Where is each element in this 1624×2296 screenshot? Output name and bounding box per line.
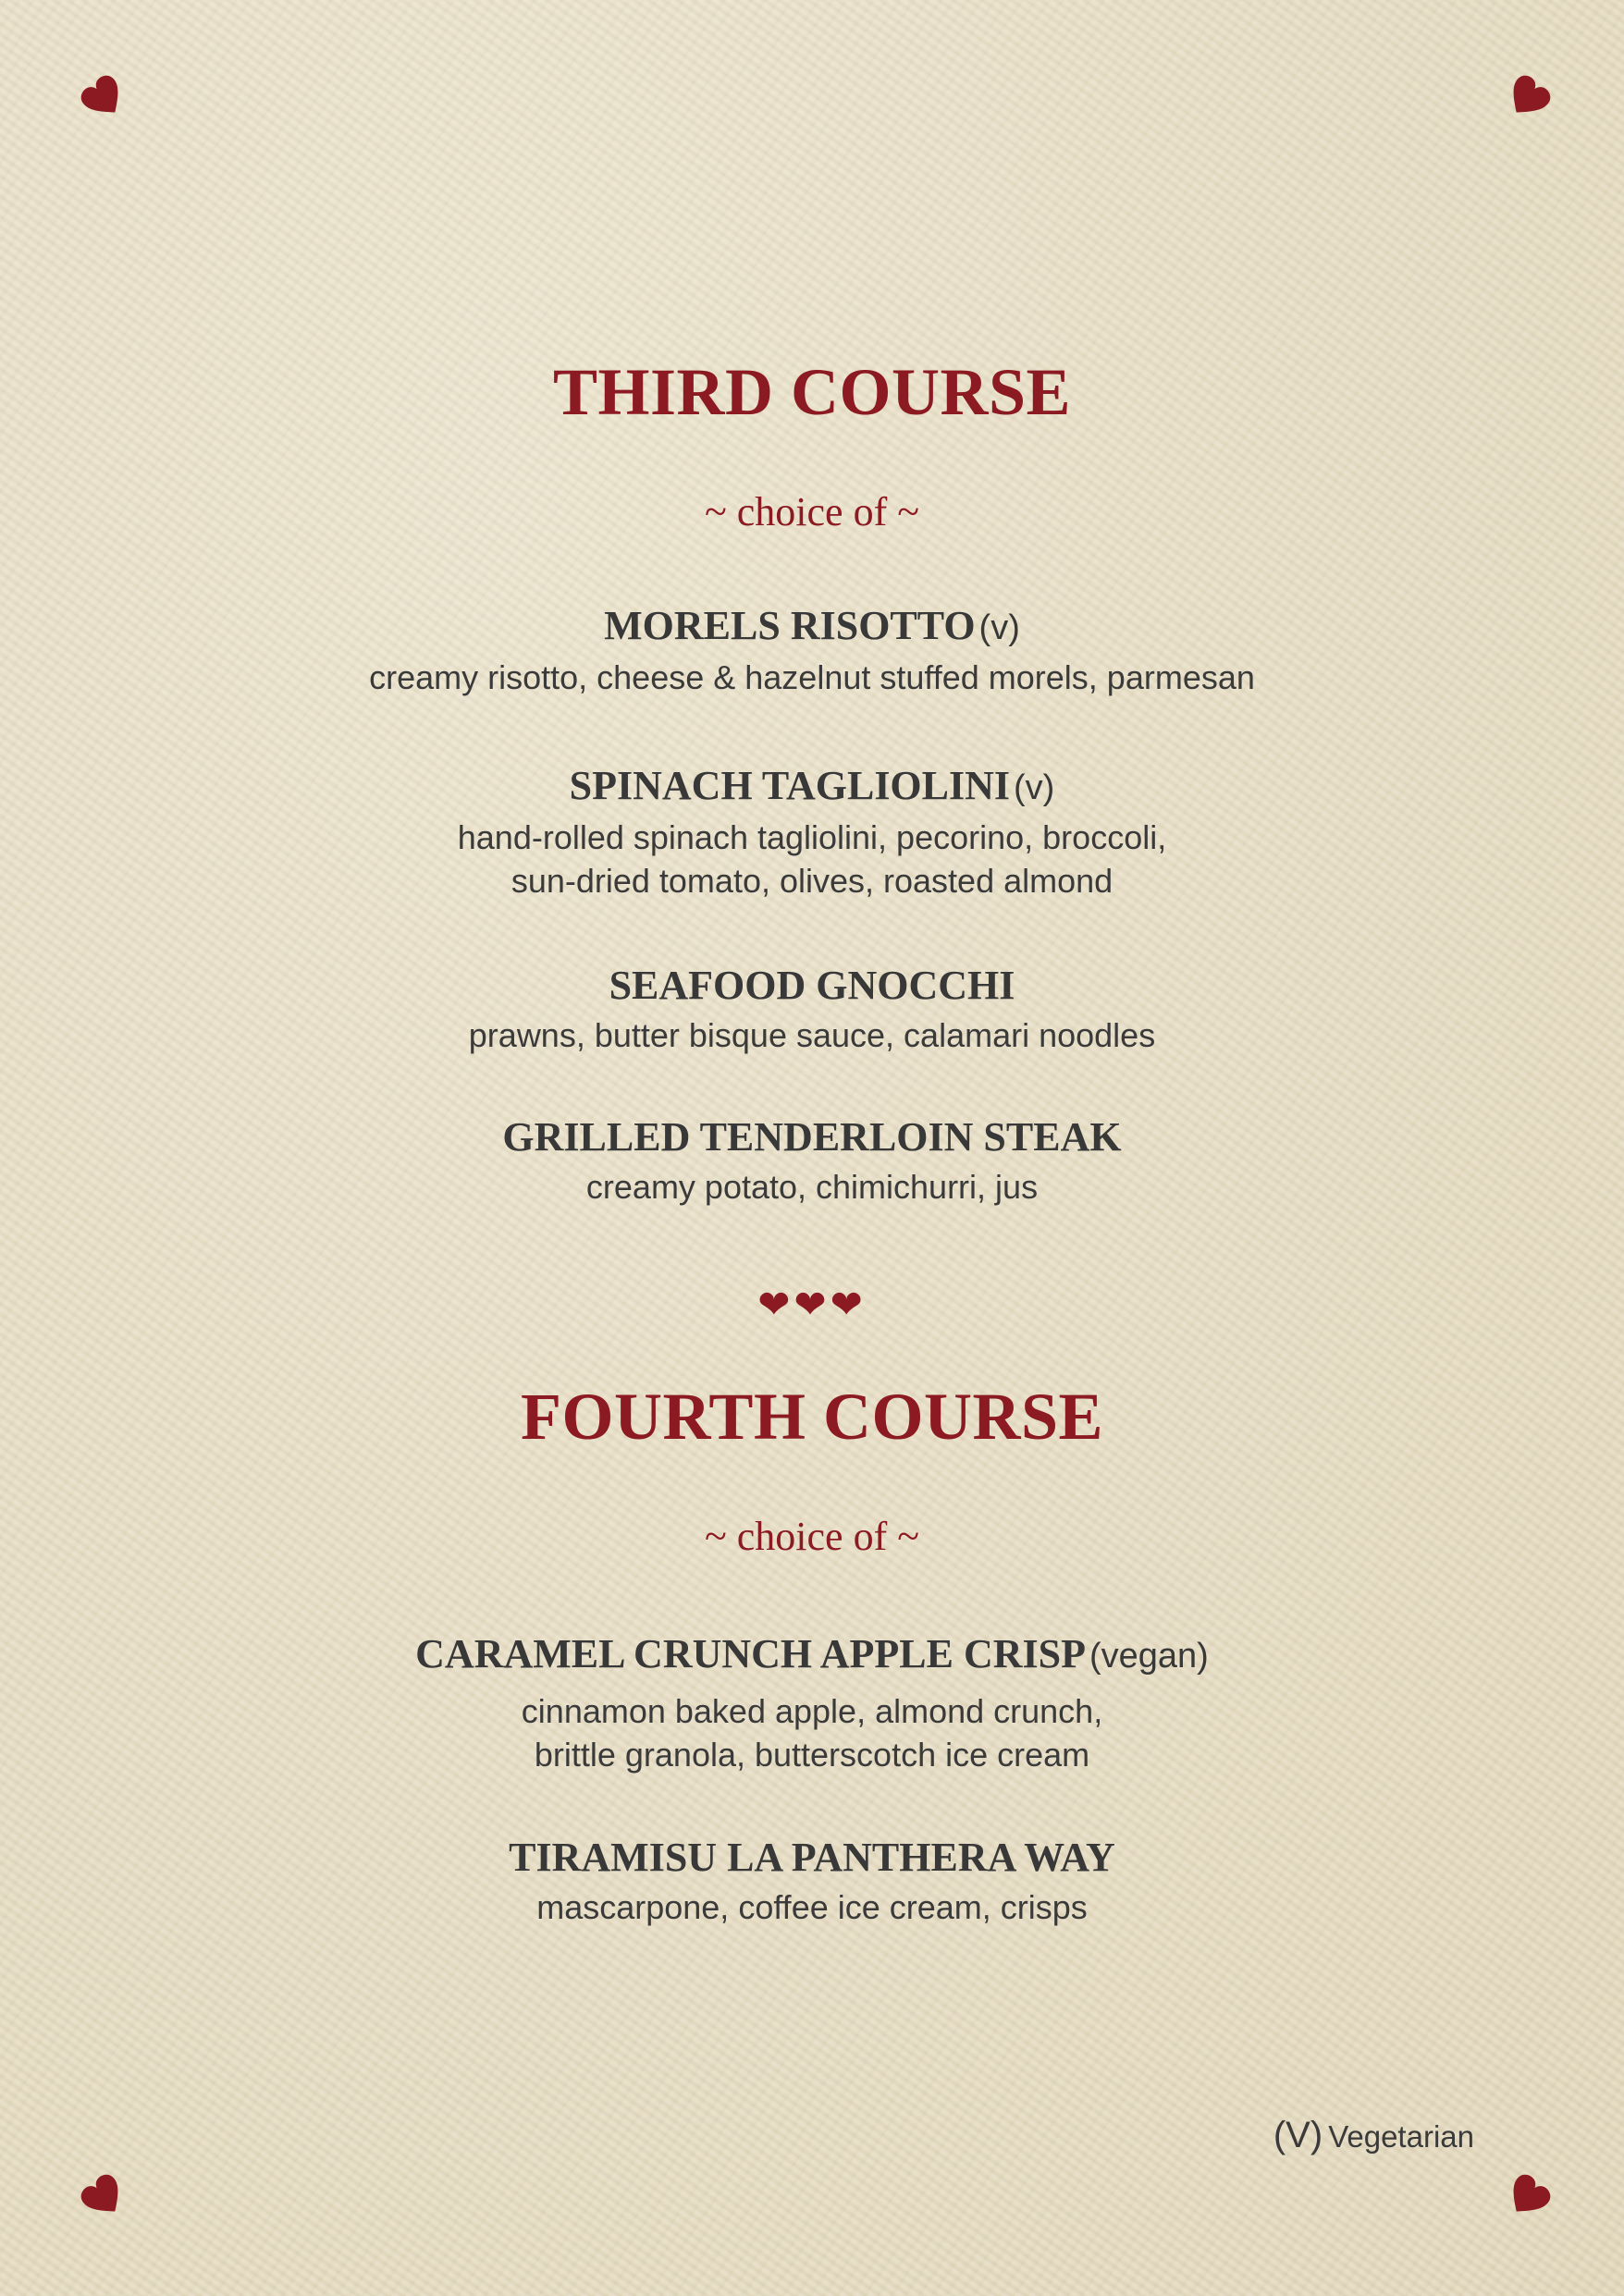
heart-icon bbox=[75, 69, 135, 129]
dish-description-line: sun-dried tomato, olives, roasted almond bbox=[511, 862, 1113, 900]
third-course-title-block bbox=[0, 355, 1624, 429]
dish-name: SPINACH TAGLIOLINI bbox=[569, 763, 1011, 808]
dish-name: SEAFOOD GNOCCHI bbox=[609, 963, 1015, 1008]
third-course-title: THIRD COURSE bbox=[552, 355, 1072, 429]
legend-text: Vegetarian bbox=[1328, 2119, 1474, 2154]
dish-morels-risotto bbox=[0, 603, 1624, 699]
heart-icon bbox=[1497, 69, 1557, 129]
dish-description: creamy potato, chimichurri, jus bbox=[585, 1168, 1039, 1206]
dish-description-line: cinnamon baked apple, almond crunch, bbox=[521, 1692, 1103, 1730]
dish-tag: (v) bbox=[978, 608, 1020, 647]
heart-divider-glyphs: ❤❤❤ bbox=[757, 1282, 867, 1327]
dish-tiramisu-la-panthera-way bbox=[0, 1837, 1624, 1929]
dish-name: CARAMEL CRUNCH APPLE CRISP bbox=[415, 1631, 1086, 1676]
dish-spinach-tagliolini bbox=[0, 763, 1624, 902]
dish-description: prawns, butter bisque sauce, calamari noodles bbox=[468, 1016, 1156, 1054]
dish-caramel-crunch-apple-crisp bbox=[0, 1631, 1624, 1776]
dish-seafood-gnocchi bbox=[0, 965, 1624, 1057]
dish-name: GRILLED TENDERLOIN STEAK bbox=[502, 1114, 1122, 1160]
heart-icon bbox=[1497, 2168, 1557, 2228]
third-course-choice-label: ~ choice of ~ bbox=[704, 489, 920, 534]
dish-name: MORELS RISOTTO bbox=[604, 603, 976, 648]
dish-description: mascarpone, coffee ice cream, crisps bbox=[536, 1888, 1088, 1926]
dish-grilled-tenderloin-steak bbox=[0, 1114, 1624, 1209]
vegetarian-legend bbox=[1273, 2115, 1474, 2156]
three-hearts-divider-icon bbox=[0, 1282, 1624, 1327]
fourth-course-subtitle-block bbox=[0, 1516, 1624, 1557]
fourth-course-choice-label: ~ choice of ~ bbox=[704, 1514, 920, 1559]
dish-name: TIRAMISU LA PANTHERA WAY bbox=[509, 1835, 1115, 1880]
dish-description-line: brittle granola, butterscotch ice cream bbox=[534, 1736, 1090, 1774]
dish-description: creamy risotto, cheese & hazelnut stuffed morels, parmesan bbox=[369, 658, 1255, 696]
dish-tag: (vegan) bbox=[1089, 1637, 1209, 1676]
third-course-subtitle-block bbox=[0, 489, 1624, 534]
dish-tag: (v) bbox=[1014, 768, 1055, 807]
dish-description-line: hand-rolled spinach tagliolini, pecorino, broccoli, bbox=[457, 818, 1167, 856]
fourth-course-title: FOURTH COURSE bbox=[520, 1380, 1104, 1454]
heart-icon bbox=[75, 2168, 135, 2228]
legend-mark: (V) bbox=[1273, 2115, 1323, 2155]
fourth-course-title-block bbox=[0, 1380, 1624, 1454]
